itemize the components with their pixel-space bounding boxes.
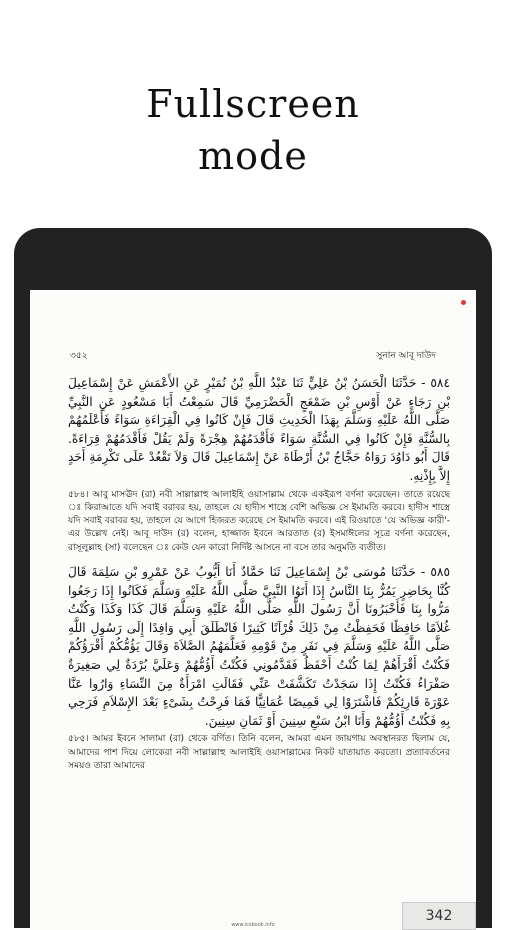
arabic-hadith-585: ٥٨٥ - حَدَّثَنَا مُوسَى بْنُ إِسْمَاعِيلَ ثَنَا حَمَّادٌ أَنَا أَيُّوبُ عَنْ عَمْرِو بْنِ سَلِمَةَ قَالَ كُنَّا بِحَاضِرٍ يَمُرُّ بِنَا النَّاسُ إِذَا أَتَوُا النَّبِيَّ صَلَّى اللَّهُ عَلَيْهِ وَسَلَّمَ فَكَانُوا إِذَا رَجَعُوا مَرُّوا بِنَا فَأَخْبَرُونَا أَنَّ رَسُولَ اللَّهِ صَلَّى اللَّهُ عَلَيْهِ وَسَلَّمَ قَالَ كَذَا وَكَذَا وَكُنْتُ غُلاَمًا حَافِظًا فَحَفِظْتُ مِنْ ذَلِكَ قُرْآنًا كَثِيرًا فَانْطَلَقَ أَبِي وَافِدًا إِلَى رَسُولِ اللَّهِ صَلَّى اللَّهُ عَلَيْهِ وَسَلَّمَ فِي نَفَرٍ مِنْ قَوْمِهِ فَعَلَّمَهُمُ الصَّلاَةَ وَقَالَ يَؤُمُّكُمْ أَقْرَؤُكُمْ فَكُنْتُ أَقْرَأَهُمْ لِمَا كُنْتُ أَحْفَظُ فَقَدَّمُونِي فَكُنْتُ أَؤُمُّهُمْ وَعَلَيَّ بُرْدَةٌ لِي صَغِيرَةٌ صَفْرَاءُ فَكُنْتُ إِذَا سَجَدْتُ تَكَشَّفَتْ عَنِّي فَقَالَتِ امْرَأَةٌ مِنَ النِّسَاءِ وَارُوا عَنَّا عَوْرَةَ قَارِئِكُمْ فَاشْتَرَوْا لِي قَمِيصًا عُمَانِيًّا فَمَا فَرِحْتُ بِشَىْءٍ بَعْدَ الإِسْلاَمِ فَرَحِي بِهِ فَكُنْتُ أَؤُمُّهُمْ وَأَنَا ابْنُ سَبْعِ سِنِينَ أَوْ ثَمَانِ سِنِينَ. [68, 565, 450, 728]
page-number-indicator[interactable]: 342 [402, 902, 476, 930]
notification-dot-icon [461, 300, 466, 305]
page-header [70, 348, 436, 363]
feature-title-line1: Fullscreen [146, 82, 360, 126]
header-book-title: সুনান আবূ দাউদ [376, 351, 436, 361]
feature-title-line2: mode [198, 134, 308, 178]
device-top-bezel [14, 228, 492, 292]
page-footer-url: www.icsbook.info [231, 922, 275, 928]
header-page-label: ৩৫২ [70, 351, 88, 361]
bengali-translation-584: ৫৮৪। আবু মাসঊদ (রা) নবী সাল্লাল্লাহু আলাইহি ওয়াসাল্লাম থেকে একইরূপ বর্ণনা করেছেন। তাতে রয়েছে ঃ কিরাআতে যদি সবাই বরাবর হয়, তাহলে যে হাদীস শাস্ত্রে বেশি অভিজ্ঞ সে ইমামতি করবে। হাদীস শাস্ত্রে যদি সবাই বরাবর হয়, তাহলে যে আগে হিজরত করেছে সে ইমামতি করবে। এই রিওয়াতে 'যে অভিজ্ঞ কারী'-এর উল্লেখ নেই। আবূ দাউদ (র) বলেন, হাজ্জাজ ইবনে আরতাত (র) ইসমাঈলের সূত্রে বর্ণনা করেছেন, রাসূলুল্লাহ (সা) বলেছেন ঃ কেউ যেন কারো নির্দিষ্ট আসনে না বসে তার অনুমতি ব্যতীত। [68, 489, 450, 553]
arabic-hadith-584: ٥٨٤ - حَدَّثَنَا الْحَسَنُ بْنُ عَلِيٍّ ثَنَا عَبْدُ اللَّهِ بْنُ نُمَيْرٍ عَنِ الأَعْمَشِ عَنْ إِسْمَاعِيلَ بْنِ رَجَاءٍ عَنْ أَوْسِ بْنِ ضَمْعَجٍ الْحَضْرَمِيِّ قَالَ سَمِعْتُ أَبَا مَسْعُودٍ عَنِ النَّبِيِّ صَلَّى اللَّهُ عَلَيْهِ وَسَلَّمَ بِهَذَا الْحَدِيثِ قَالَ فَإِنْ كَانُوا فِي الْقِرَاءَةِ سَوَاءً فَأَعْلَمُهُمْ بِالسُّنَّةِ فَإِنْ كَانُوا فِي السُّنَّةِ سَوَاءً فَأَقْدَمُهُمْ هِجْرَةً وَلَمْ يَقُلْ فَأَقْدَمُهُمْ قِرَاءَةً. قَالَ أَبُو دَاوُدَ رَوَاهُ حَجَّاجُ بْنُ أَرْطَاةَ عَنْ إِسْمَاعِيلَ قَالَ وَلاَ تَقْعُدْ عَلَى تَكْرِمَةِ أَحَدٍ إِلاَّ بِإِذْنِهِ. [68, 376, 450, 483]
bengali-translation-585: ৫৮৫। আমর ইবনে সালামা (রা) থেকে বর্ণিত। তিনি বলেন, আমরা এমন জায়গায় অবস্থানরত ছিলাম যে, আমাদের পাশ দিয়ে লোকেরা নবী সাল্লাল্লাহু আলাইহি ওয়াসাল্লামের নিকট যাতায়াত করতো। প্রত্যাবর্তনের সময়ও তারা আমাদের [68, 734, 450, 771]
page-body [68, 374, 450, 781]
reader-screen[interactable] [30, 290, 476, 930]
device-frame [14, 228, 492, 928]
feature-title [0, 78, 506, 182]
